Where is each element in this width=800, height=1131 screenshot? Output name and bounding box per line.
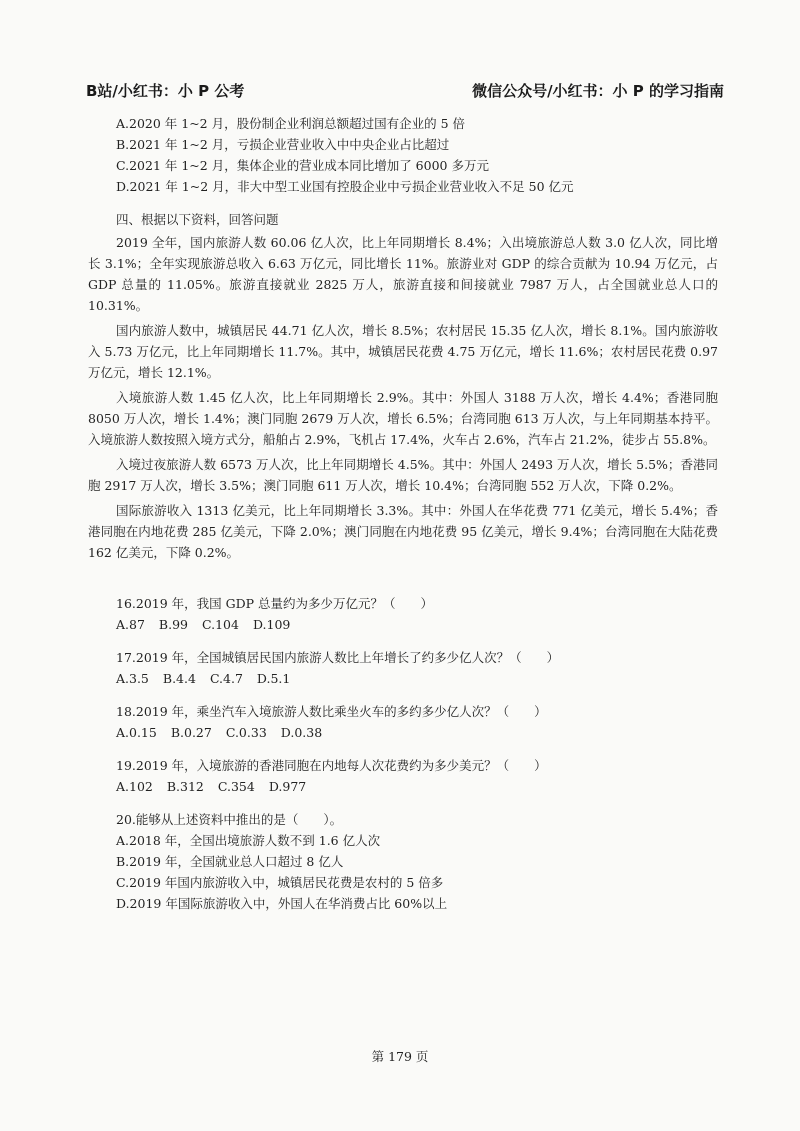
option-b: B.312 [166,779,204,794]
paragraph-3: 入境旅游人数 1.45 亿人次，比上年同期增长 2.9%。其中：外国人 3188 万人次，增长 4.4%；香港同胞 8050 万人次，增长 1.4%；澳门同胞 2679 万人次，增长 6.5%；台湾同胞 613 万人次，与上年同期基本持平。入境旅游人数按照入境方式分，船舶占 2.9%，飞机占 17.4%，火车占 2.6%，汽车占 21.2%，徒步占 55.8%。 [88,390,718,447]
paragraph-1: 2019 全年，国内旅游人数 60.06 亿人次，比上年同期增长 8.4%；入出境旅游总人数 3.0 亿人次，同比增长 3.1%；全年实现旅游总收入 6.63 万亿元，同比增长 11%。旅游业对 GDP 的综合贡献为 10.94 万亿元，占 GDP 总量的 11.05%。旅游直接就业 2825 万人，旅游直接和间接就业 7987 万人，占全国就业总人口的 10.31%。 [88,235,718,313]
question-16 [88,593,718,635]
option-d: D.977 [268,779,307,794]
section-title: 四、根据以下资料，回答问题 [116,212,279,227]
question-stem: 16.2019 年，我国 GDP 总量约为多少万亿元？（ ） [116,596,434,611]
header-right: 微信公众号/小红书：小 P 的学习指南 [472,82,724,100]
prev-option-c: C.2021 年 1~2 月，集体企业的营业成本同比增加了 6000 多万元 [116,158,489,173]
prev-option-b: B.2021 年 1~2 月，亏损企业营业收入中中央企业占比超过 [116,137,450,152]
paragraph-4: 入境过夜旅游人数 6573 万人次，比上年同期增长 4.5%。其中：外国人 2493 万人次，增长 5.5%；香港同胞 2917 万人次，增长 3.5%；澳门同胞 611 万人次，增长 10.4%；台湾同胞 552 万人次，下降 0.2%。 [88,457,718,493]
question-20 [88,809,718,914]
option-d: D.0.38 [280,725,323,740]
question-options [88,776,718,797]
option-b: B.4.4 [162,671,196,686]
prev-option-d: D.2021 年 1~2 月，非大中型工业国有控股企业中亏损企业营业收入不足 50 亿元 [116,179,574,194]
question-19 [88,755,718,797]
paragraph-5: 国际旅游收入 1313 亿美元，比上年同期增长 3.3%。其中：外国人在华花费 771 亿美元，增长 5.4%；香港同胞在内地花费 285 亿美元，下降 2.0%；澳门同胞在内地花费 95 亿美元，增长 9.4%；台湾同胞在大陆花费 162 亿美元，下降 0.2%。 [88,503,718,560]
option-c: C.4.7 [209,671,243,686]
option-a: A.2018 年，全国出境旅游人数不到 1.6 亿人次 [116,833,381,848]
question-stem: 18.2019 年，乘坐汽车入境旅游人数比乘坐火车的多约多少亿人次？（ ） [116,704,547,719]
paragraph-2: 国内旅游人数中，城镇居民 44.71 亿人次，增长 8.5%；农村居民 15.35 亿人次，增长 8.1%。国内旅游收入 5.73 万亿元，比上年同期增长 11.7%。其中，城镇居民花费 4.75 万亿元，增长 11.6%；农村居民花费 0.97 万亿元，增长 12.1%。 [88,323,718,380]
question-stem: 19.2019 年，入境旅游的香港同胞在内地每人次花费约为多少美元？（ ） [116,758,547,773]
question-options [88,722,718,743]
question-18 [88,701,718,743]
page-number: 第 179 页 [371,1049,429,1064]
option-a: A.3.5 [116,671,149,686]
question-options [88,614,718,635]
option-d: D.2019 年国际旅游收入中，外国人在华消费占比 60%以上 [116,896,448,911]
page-content [88,113,718,914]
question-stem: 20.能够从上述资料中推出的是（ ）。 [116,812,343,827]
option-d: D.5.1 [256,671,291,686]
header-left: B站/小红书：小 P 公考 [86,82,245,100]
option-c: C.104 [201,617,239,632]
option-a: A.87 [116,617,145,632]
option-a: A.102 [116,779,153,794]
option-b: B.2019 年，全国就业总人口超过 8 亿人 [116,854,344,869]
option-a: A.0.15 [116,725,157,740]
option-b: B.0.27 [170,725,212,740]
option-d: D.109 [252,617,291,632]
option-c: C.0.33 [225,725,267,740]
option-b: B.99 [158,617,188,632]
page-header [86,80,724,101]
question-17 [88,647,718,689]
option-c: C.354 [217,779,255,794]
option-c: C.2019 年国内旅游收入中，城镇居民花费是农村的 5 倍多 [116,875,444,890]
prev-option-a: A.2020 年 1~2 月，股份制企业利润总额超过国有企业的 5 倍 [116,116,466,131]
question-stem: 17.2019 年，全国城镇居民国内旅游人数比上年增长了约多少亿人次？（ ） [116,650,560,665]
question-options [88,668,718,689]
